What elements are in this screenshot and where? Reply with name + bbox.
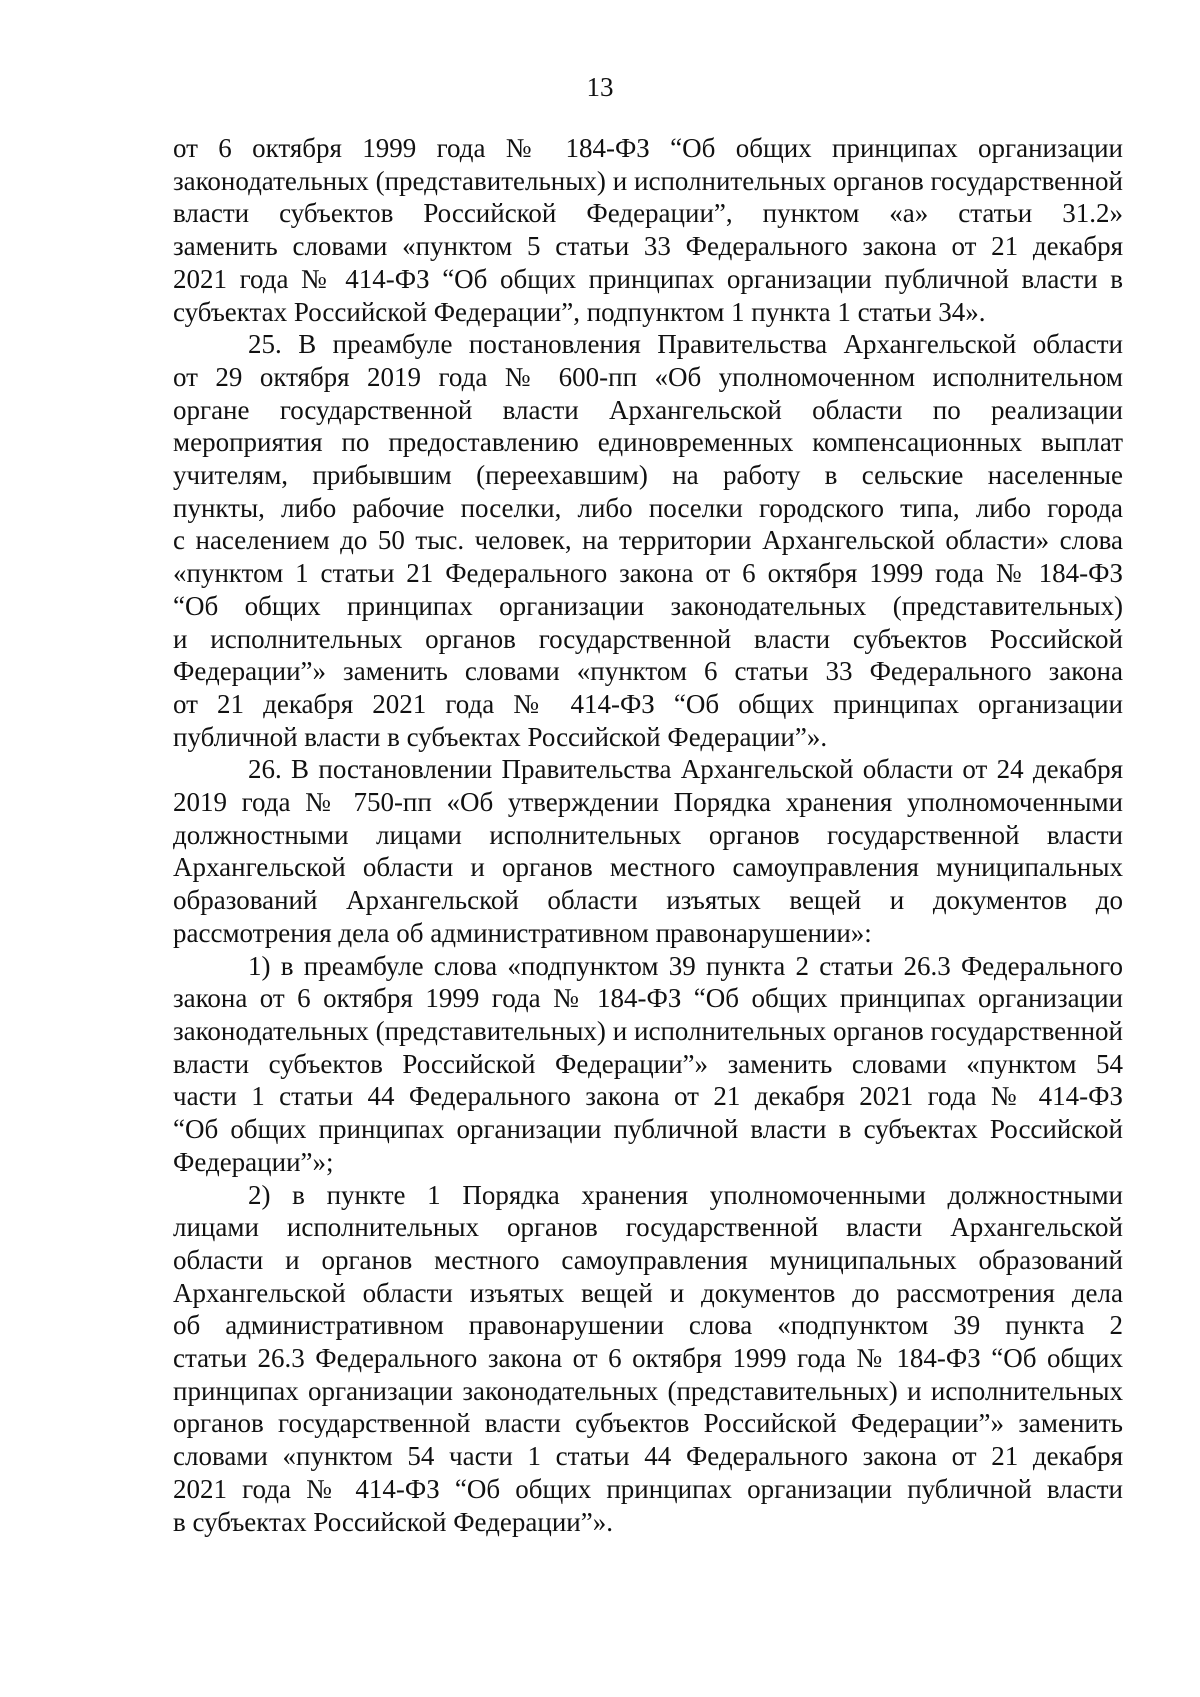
text-line: принципах организации законодательных (представительных) и исполнительных xyxy=(173,1375,1123,1406)
text-line: субъектах Российской Федерации”, подпунктом 1 пункта 1 статьи 34». xyxy=(173,296,986,327)
text-line: 2021 года № 414-ФЗ “Об общих принципах организации публичной власти в xyxy=(173,263,1123,294)
text-line: 2019 года № 750-пп «Об утверждении Порядка хранения уполномоченными xyxy=(173,787,1123,818)
text-line: пункты, либо рабочие поселки, либо поселки городского типа, либо города xyxy=(173,492,1123,523)
text-line: в субъектах Российской Федерации”». xyxy=(173,1506,613,1537)
text-line: “Об общих принципах организации публичной власти в субъектах Российской xyxy=(173,1114,1123,1145)
text-line: 2) в пункте 1 Порядка хранения уполномоченными должностными xyxy=(248,1179,1123,1210)
text-line: об административном правонарушении слова «подпунктом 39 пункта 2 xyxy=(173,1310,1123,1341)
text-line: Федерации”»; xyxy=(173,1146,334,1177)
text-line: Архангельской области и органов местного самоуправления муниципальных xyxy=(173,852,1123,883)
text-line: от 6 октября 1999 года № 184-ФЗ “Об общих принципах организации xyxy=(173,133,1123,163)
paragraph-p26-2 xyxy=(173,1179,1123,1539)
text-line: 26. В постановлении Правительства Архангельской области от 24 декабря xyxy=(248,754,1123,785)
text-line: должностными лицами исполнительных органов государственной власти xyxy=(173,819,1123,850)
text-line: лицами исполнительных органов государственной власти Архангельской xyxy=(173,1212,1123,1243)
text-line: заменить словами «пунктом 5 статьи 33 Федерального закона от 21 декабря xyxy=(173,231,1123,262)
text-line: области и органов местного самоуправления муниципальных образований xyxy=(173,1244,1123,1275)
text-line: Федерации”» заменить словами «пунктом 6 статьи 33 Федерального закона xyxy=(173,656,1123,687)
text-line: и исполнительных органов государственной власти субъектов Российской xyxy=(173,623,1123,654)
text-line: 25. В преамбуле постановления Правительства Архангельской области xyxy=(248,329,1123,360)
text-line: органов государственной власти субъектов Российской Федерации”» заменить xyxy=(173,1408,1123,1439)
text-line: с населением до 50 тыс. человек, на территории Архангельской области» слова xyxy=(173,525,1123,556)
text-line: 2021 года № 414-ФЗ “Об общих принципах организации публичной власти xyxy=(173,1473,1123,1504)
text-line: закона от 6 октября 1999 года № 184-ФЗ “Об общих принципах организации xyxy=(173,983,1123,1014)
text-line: 1) в преамбуле слова «подпунктом 39 пункта 2 статьи 26.3 Федерального xyxy=(248,950,1123,981)
text-line: образований Архангельской области изъятых вещей и документов до xyxy=(173,885,1123,916)
text-line: учителям, прибывшим (переехавшим) на работу в сельские населенные xyxy=(173,460,1123,491)
text-line: рассмотрения дела об административном правонарушении»: xyxy=(173,917,872,948)
document-body xyxy=(173,132,1123,1538)
text-line: от 29 октября 2019 года № 600-пп «Об уполномоченном исполнительном xyxy=(173,361,1123,392)
text-line: публичной власти в субъектах Российской Федерации”». xyxy=(173,721,828,752)
text-line: «пунктом 1 статьи 21 Федерального закона от 6 октября 1999 года № 184-ФЗ xyxy=(173,558,1123,589)
text-line: “Об общих принципах организации законодательных (представительных) xyxy=(173,590,1123,621)
text-line: органе государственной власти Архангельской области по реализации xyxy=(173,394,1123,425)
text-line: мероприятия по предоставлению единовременных компенсационных выплат xyxy=(173,427,1123,458)
text-line: власти субъектов Российской Федерации”» заменить словами «пунктом 54 xyxy=(173,1048,1123,1079)
text-line: законодательных (представительных) и исполнительных органов государственной xyxy=(173,165,1123,196)
text-line: Архангельской области изъятых вещей и документов до рассмотрения дела xyxy=(173,1277,1123,1308)
text-line: законодательных (представительных) и исполнительных органов государственной xyxy=(173,1015,1123,1046)
paragraph-p26 xyxy=(173,753,1123,949)
paragraph-cont xyxy=(173,132,1123,328)
text-line: власти субъектов Российской Федерации”, пунктом «а» статьи 31.2» xyxy=(173,198,1123,229)
text-line: статьи 26.3 Федерального закона от 6 октября 1999 года № 184-ФЗ “Об общих xyxy=(173,1343,1123,1374)
paragraph-p25 xyxy=(173,328,1123,753)
text-line: части 1 статьи 44 Федерального закона от 21 декабря 2021 года № 414-ФЗ xyxy=(173,1081,1123,1112)
text-line: словами «пунктом 54 части 1 статьи 44 Федерального закона от 21 декабря xyxy=(173,1441,1123,1472)
text-line: от 21 декабря 2021 года № 414-ФЗ “Об общих принципах организации xyxy=(173,688,1123,719)
page-number: 13 xyxy=(586,72,614,102)
paragraph-p26-1 xyxy=(173,950,1123,1179)
